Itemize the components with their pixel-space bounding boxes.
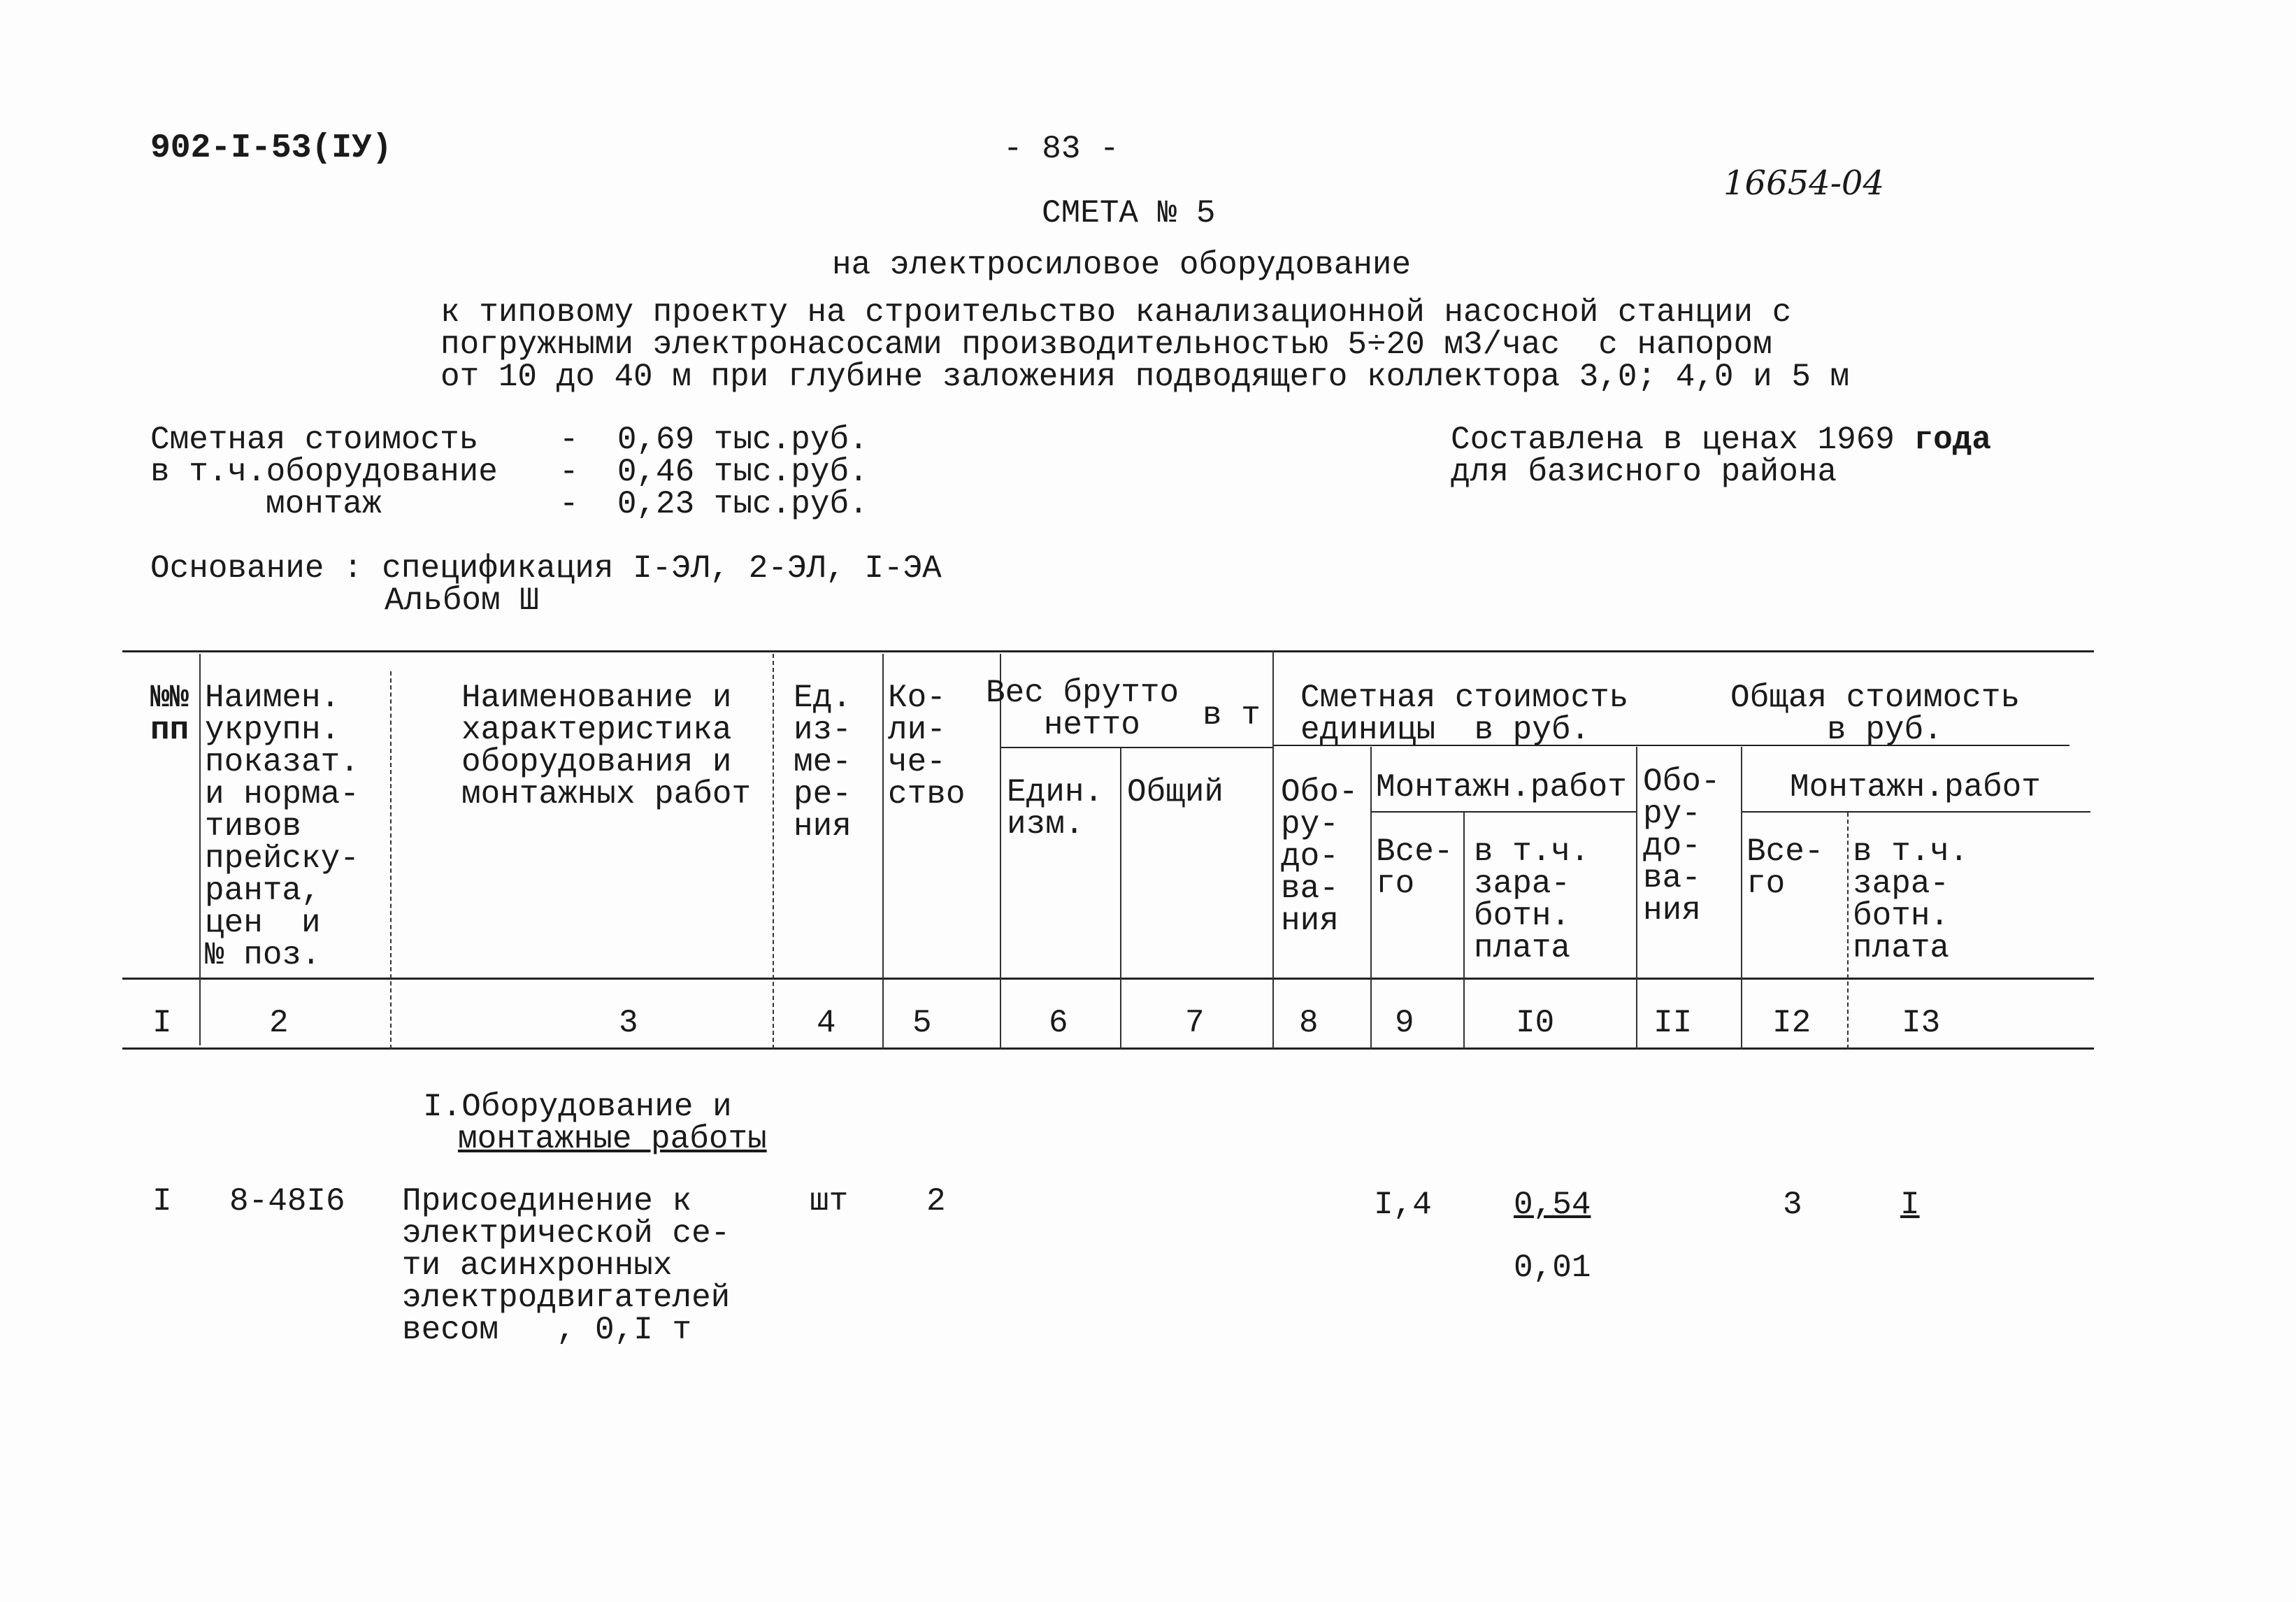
col-number-6: 6 [1049, 1005, 1068, 1041]
col-divider-11 [1741, 747, 1742, 1049]
basis-line-1: Основание : спецификация I-ЭЛ, 2-ЭЛ, I-ЭА [150, 550, 942, 587]
row1-code: 8-48I6 [229, 1183, 345, 1220]
row1-wages-sub: 0,01 [1514, 1250, 1591, 1286]
col-divider-12 [1847, 813, 1849, 1049]
col-number-13: I3 [1902, 1005, 1941, 1041]
header-weight: Вес брутто нетто [986, 675, 1179, 743]
col-number-10: I0 [1516, 1005, 1555, 1041]
row1-num: I [152, 1183, 172, 1220]
col-number-4: 4 [817, 1005, 836, 1041]
registration-number: 16654-04 [1723, 164, 1884, 203]
equipment-cost-value: - 0,46 тыс.руб. [559, 454, 868, 490]
header-mount-all-total: Все- го [1746, 834, 1824, 902]
col-number-5: 5 [912, 1005, 932, 1041]
page-number: - 83 - [1003, 131, 1119, 167]
header-weight-unit: в т [1203, 697, 1261, 734]
col-divider-2 [390, 671, 392, 1049]
header-name: Наименование и характеристика оборудования и монтажных работ [461, 680, 752, 813]
header-weight-total: Общий [1127, 774, 1224, 810]
col-number-11: II [1653, 1005, 1693, 1041]
price-basis-text: Составлена в ценах 1969 [1451, 422, 1895, 458]
row1-total-wages: I [1900, 1187, 1920, 1223]
col-divider-3 [773, 654, 774, 1049]
col-number-2: 2 [269, 1005, 289, 1041]
row1-unit: шт [810, 1183, 849, 1220]
header-mounting-total: Монтажн.работ [1790, 769, 2041, 806]
price-basis [1451, 424, 1991, 456]
section-heading-2: монтажные работы [458, 1121, 767, 1157]
mounting-cost-value: - 0,23 тыс.руб. [559, 486, 868, 522]
col-number-3: 3 [619, 1005, 638, 1041]
equipment-cost-label: в т.ч.оборудование [150, 454, 498, 490]
col-divider-4 [882, 654, 884, 1049]
header-code: Наимен. укрупн. показат. и норма- тивов прейску- ранта, цен и № поз. [205, 680, 359, 973]
mounting-cost-label: монтаж [266, 486, 382, 522]
estimate-subtitle: на электросиловое оборудование [832, 247, 1412, 283]
row1-total-mount: 3 [1783, 1187, 1802, 1223]
col-number-9: 9 [1395, 1005, 1414, 1041]
col-divider-7 [1272, 650, 1274, 1049]
price-basis-year-word: года [1914, 422, 1991, 458]
col-divider-9 [1463, 813, 1465, 1049]
header-unit-cost: Сметная стоимость единицы в руб. [1300, 680, 1629, 748]
header-mount-wages-total: в т.ч. зара- ботн. плата [1853, 834, 1969, 966]
document-code: 902-I-53(IУ) [150, 129, 392, 167]
header-equipment: Обо- ру- до- ва- ния [1281, 774, 1358, 939]
total-cost-label: Сметная стоимость [150, 422, 479, 458]
col-divider-10 [1636, 747, 1637, 1049]
col-divider-1 [199, 654, 201, 1045]
section-heading-1: I.Оборудование и [423, 1089, 732, 1125]
row1-qty: 2 [926, 1183, 946, 1220]
col-number-1: I [152, 1005, 172, 1041]
header-mounting: Монтажн.работ [1376, 769, 1627, 806]
header-num: №№ пп [150, 680, 189, 748]
col-number-8: 8 [1299, 1005, 1319, 1041]
price-region: для базисного района [1451, 454, 1837, 490]
project-description-3: от 10 до 40 м при глубине заложения подводящего коллектора 3,0; 4,0 и 5 м [440, 359, 1850, 395]
table-header-bottom-rule [122, 978, 2094, 980]
header-weight-unit-measure: Един. изм. [1007, 774, 1104, 843]
header-mount-wages: в т.ч. зара- ботн. плата [1474, 834, 1590, 966]
col-divider-8 [1370, 747, 1372, 1049]
col-number-12: I2 [1772, 1005, 1811, 1041]
table-numbers-bottom-rule [122, 1047, 2094, 1050]
col-number-7: 7 [1185, 1005, 1205, 1041]
mount-subheader-rule [1370, 811, 1636, 813]
weight-subheader-rule [1000, 747, 1272, 748]
row1-mount-all: I,4 [1374, 1187, 1432, 1223]
project-description-2: погружными электронасосами производительностью 5÷20 м3/час с напором [440, 327, 1772, 363]
row1-name: Присоединение к электрической се- ти асинхронных электродвигателей весом , 0,I т [402, 1183, 731, 1348]
basis-line-2: Альбом Ш [385, 582, 539, 619]
estimate-title: СМЕТА № 5 [1042, 195, 1216, 231]
row1-wages: 0,54 [1514, 1187, 1591, 1223]
header-unit: Ед. из- ме- ре- ния [794, 680, 852, 845]
project-description-1: к типовому проекту на строительство канализационной насосной станции с [440, 294, 1792, 331]
table-top-rule [122, 650, 2094, 652]
header-qty: Ко- ли- че- ство [888, 680, 966, 813]
mount2-subheader-rule [1741, 811, 2090, 813]
header-total-cost: Общая стоимость в руб. [1730, 680, 2021, 748]
total-cost-value: - 0,69 тыс.руб. [559, 422, 868, 458]
header-equipment-total: Обо- ру- до- ва- ния [1643, 764, 1721, 929]
col-divider-6 [1120, 748, 1121, 1049]
header-mount-all: Все- го [1376, 834, 1454, 902]
